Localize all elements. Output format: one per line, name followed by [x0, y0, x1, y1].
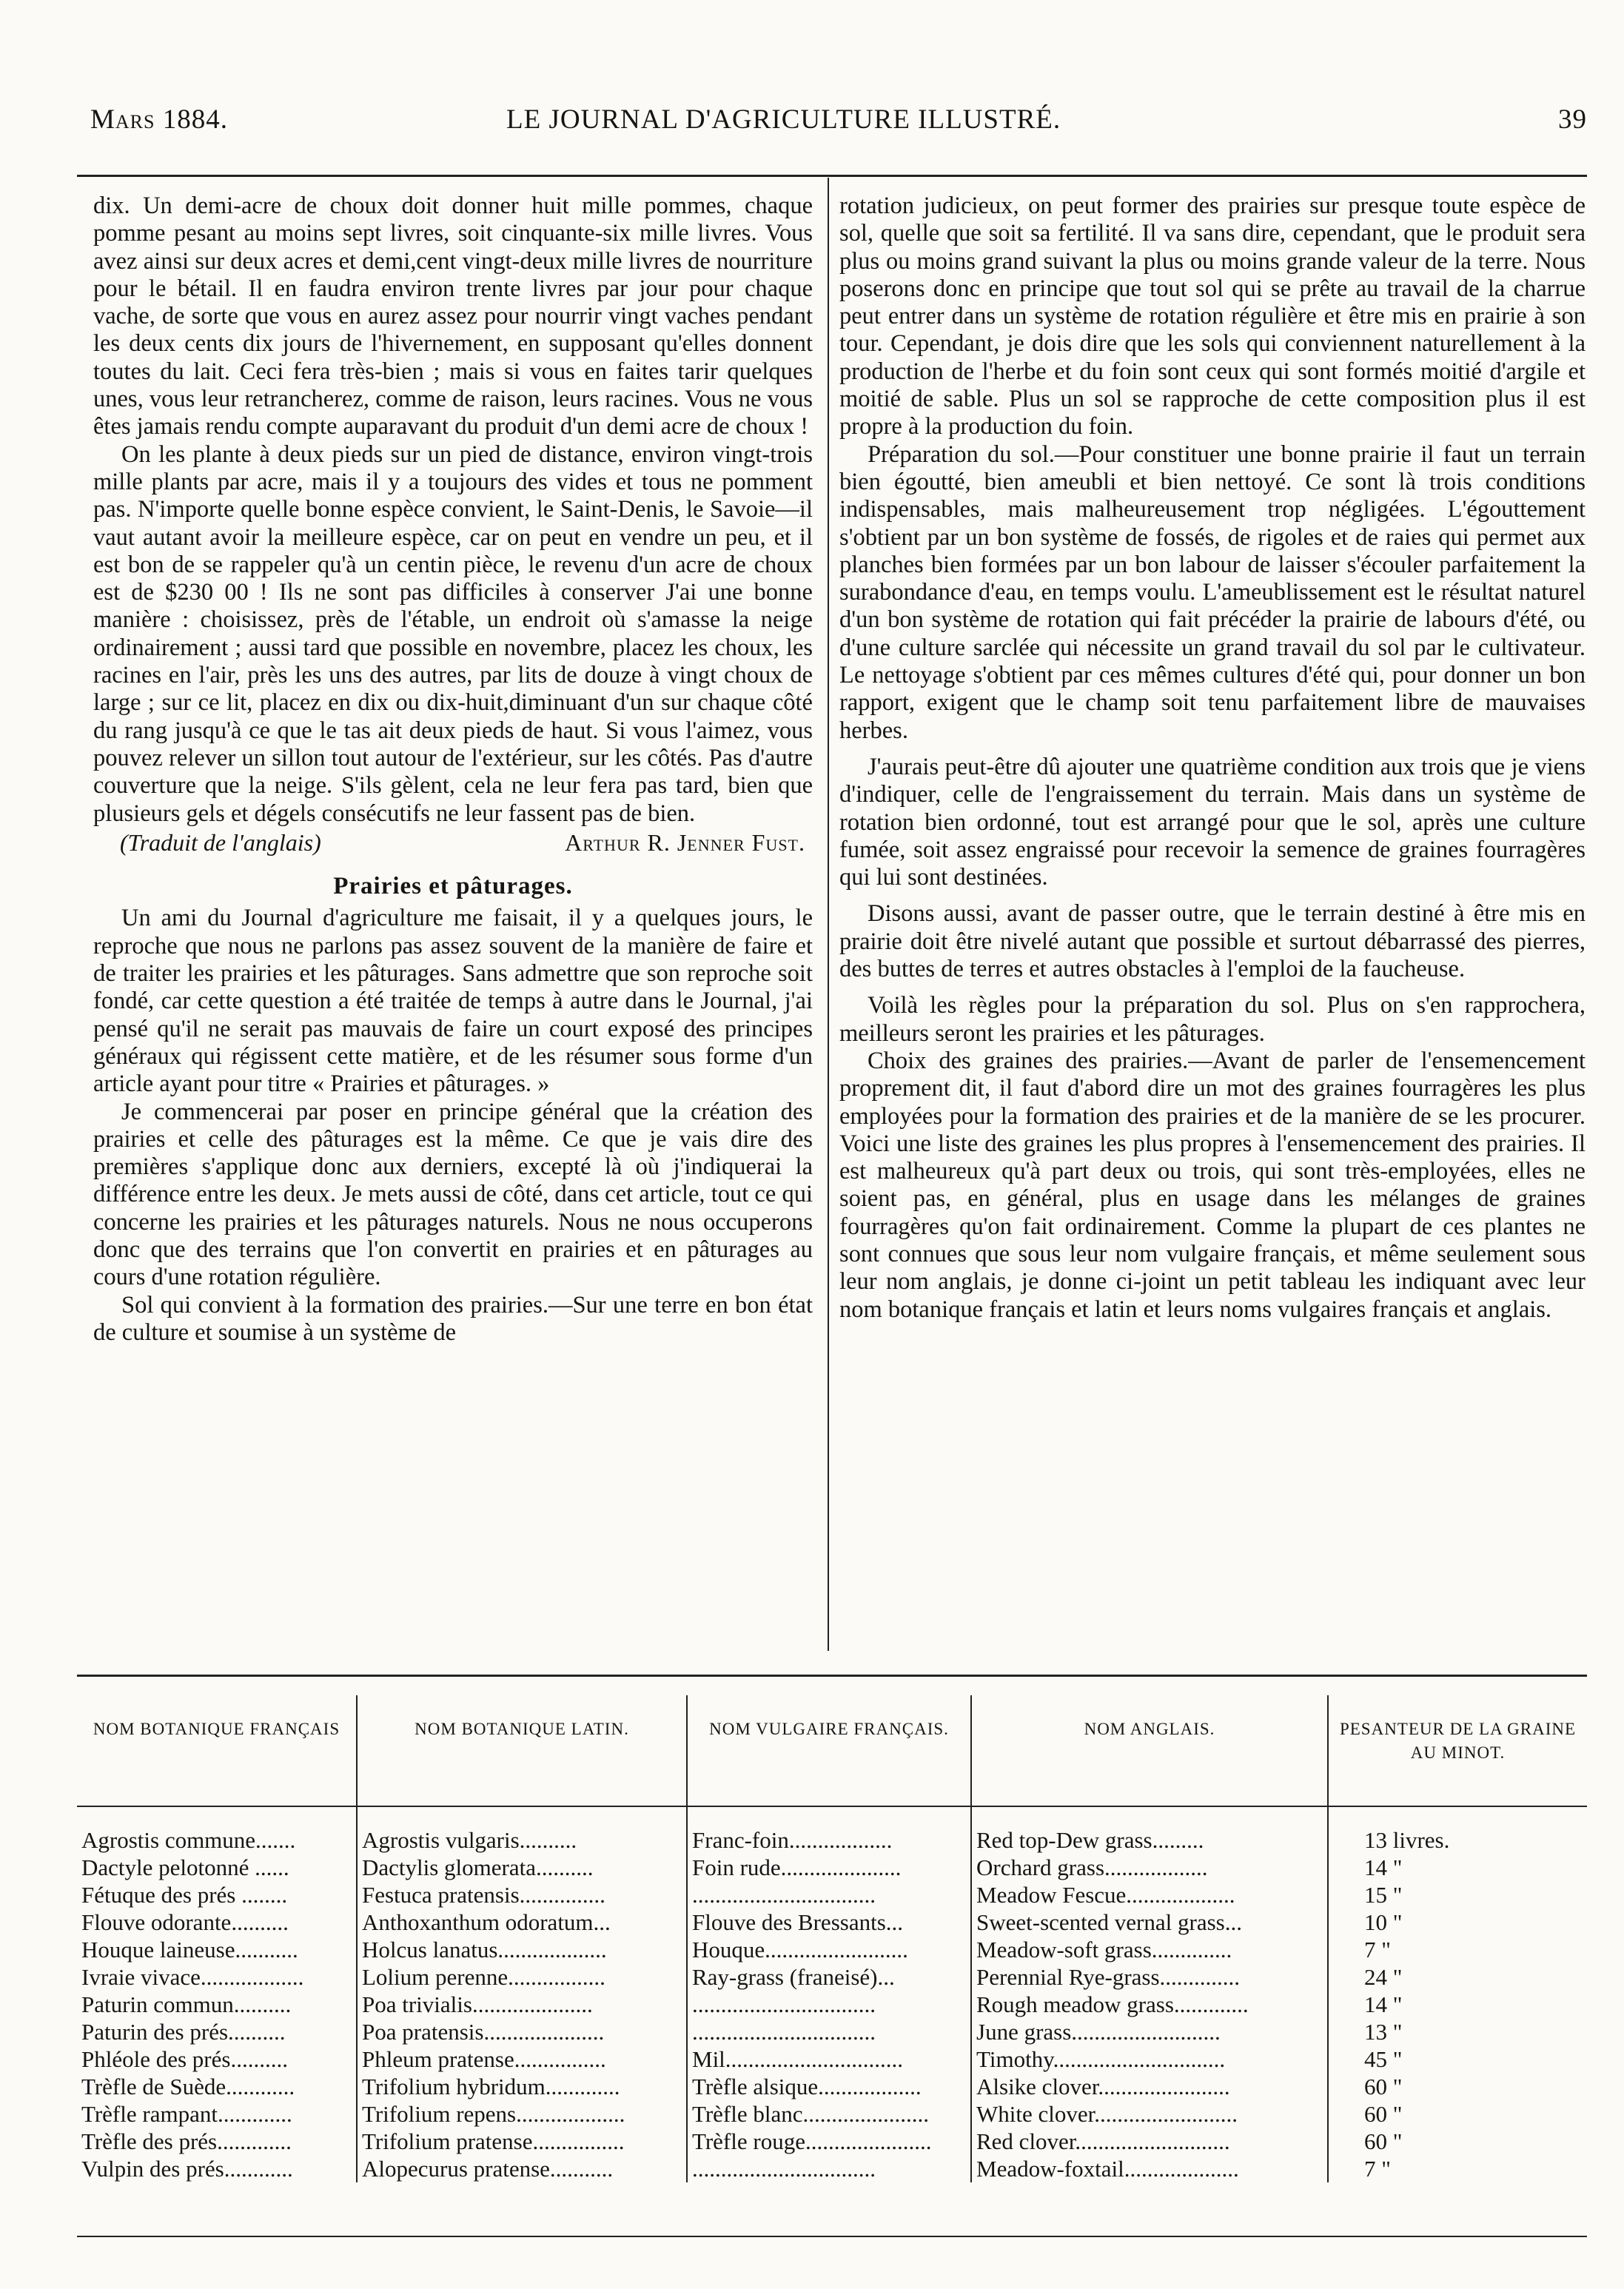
latin-name-cell: Agrostis vulgaris..........	[357, 1806, 687, 1854]
latin-name-cell: Phleum pratense................	[357, 2045, 687, 2073]
common-french-cell: Trèfle rouge......................	[687, 2128, 971, 2155]
table-top-rule	[77, 1675, 1587, 1677]
left-column	[93, 192, 813, 1347]
weight-cell: 60 "	[1328, 2100, 1587, 2128]
section-title: Prairies et pâturages.	[333, 873, 573, 900]
common-french-cell: Mil...............................	[687, 2045, 971, 2073]
french-name-cell: Dactyle pelotonné ......	[81, 1854, 289, 1880]
table-row	[77, 2128, 1587, 2155]
latin-name-cell: Poa trivialis.....................	[357, 1991, 687, 2018]
table-row	[77, 1963, 1587, 1991]
latin-name-cell: Trifolium hybridum.............	[357, 2073, 687, 2100]
table-bottom-rule	[77, 2236, 1587, 2237]
column-header: NOM BOTANIQUE FRANÇAIS	[77, 1695, 357, 1806]
translation-note: (Traduit de l'anglais)	[120, 828, 321, 856]
latin-name-cell: Lolium perenne.................	[357, 1963, 687, 1991]
weight-cell: 45 "	[1328, 2045, 1587, 2073]
english-name-cell: White clover.........................	[971, 2100, 1328, 2128]
weight-cell: 60 "	[1328, 2073, 1587, 2100]
column-header: PESANTEUR DE LA GRAINE AU MINOT.	[1328, 1695, 1587, 1806]
paragraph: Je commencerai par poser en principe général que la création des prairies et celle des pâturages est la même. Ce que je vais dire des premières s'applique donc aux derniers, excepté là où j'indiquerai la différence entre les deux. Je mets aussi de côté, dans cet article, tout ce qui concerne les prairies et les pâturages naturels. Nous ne nous occuperons donc que des terrains que l'on convertit en prairies et en pâturages au cours d'une rotation régulière.	[93, 1098, 813, 1291]
french-name-cell: Flouve odorante..........	[81, 1909, 289, 1935]
french-name-cell: Paturin des prés..........	[81, 2019, 286, 2045]
table-row	[77, 1991, 1587, 2018]
latin-name-cell: Trifolium pratense................	[357, 2128, 687, 2155]
weight-cell: 60 "	[1328, 2128, 1587, 2155]
english-name-cell: Meadow Fescue...................	[971, 1881, 1328, 1908]
issue-date: Mars 1884.	[90, 104, 228, 135]
weight-cell: 13 "	[1328, 2018, 1587, 2045]
common-french-cell: Ray-grass (franeisé)...	[687, 1963, 971, 1991]
english-name-cell: Alsike clover.......................	[971, 2073, 1328, 2100]
english-name-cell: Orchard grass..................	[971, 1854, 1328, 1881]
table-header-row	[77, 1695, 1587, 1806]
french-name-cell: Paturin commun..........	[81, 1991, 292, 2017]
paragraph: Un ami du Journal d'agriculture me faisait, il y a quelques jours, le reproche que nous ne parlons pas assez souvent de la manière de faire et de traiter les prairies et les pâturages. Sans admettre que son reproche soit fondé, car cette question a été traitée de temps à autre dans le Journal, j'ai pensé qu'il ne serait pas mauvais de faire un court exposé des principes généraux qui régissent cette matière, et de les résumer sous forme d'un article ayant pour titre « Prairies et pâturages. »	[93, 905, 813, 1098]
common-french-cell: ................................	[687, 1991, 971, 2018]
french-name-cell: Trèfle des prés.............	[81, 2128, 292, 2154]
paragraph: Choix des graines des prairies.—Avant de parler de l'ensemencement proprement dit, il faut d'abord dire un mot des graines fourragères les plus employées pour la formation des prairies et de la manière de se les procurer. Voici une liste des graines les plus propres à l'ensemencement des prairies. Il est malheureux qu'à part deux ou trois, qui sont très-employées, elles ne soient pas, en général, plus en usage dans les mélanges de graines fourragères qu'on fait ordinairement. Comme la plupart de ces plantes ne sont connues que sous leur nom vulgaire français, et même seulement sous leur nom anglais, je donne ci-joint un petit tableau les indiquant avec leur nom botanique français et latin et leurs noms vulgaires français et anglais.	[839, 1047, 1586, 1323]
common-french-cell: Franc-foin..................	[687, 1806, 971, 1854]
english-name-cell: Perennial Rye-grass..............	[971, 1963, 1328, 1991]
french-name-cell: Vulpin des prés............	[81, 2156, 293, 2182]
author-name: Arthur R. Jenner Fust.	[565, 828, 805, 856]
common-french-cell: ................................	[687, 2155, 971, 2182]
column-header: NOM BOTANIQUE LATIN.	[357, 1695, 687, 1806]
french-name-cell: Phléole des prés..........	[81, 2046, 288, 2072]
latin-name-cell: Trifolium repens...................	[357, 2100, 687, 2128]
common-french-cell: Houque.........................	[687, 1936, 971, 1963]
common-french-cell: Flouve des Bressants...	[687, 1908, 971, 1936]
page-header	[77, 104, 1587, 148]
weight-cell: 7 "	[1328, 1936, 1587, 1963]
paragraph: rotation judicieux, on peut former des prairies sur presque toute espèce de sol, quelle que soit sa fertilité. Il va sans dire, cependant, que le produit sera plus ou moins grand suivant la plus ou moins grande valeur de la terre. Nous poserons donc en principe que tout sol qui se prête au travail de la charrue peut entrer dans un système de rotation régulière et être mis en prairie à son tour. Cependant, je dois dire que les sols qui conviennent naturellement à la production de l'herbe et du foin sont ceux qui sont formés moitié d'argile et moitié de sable. Plus un sol se rapproche de cette composition plus il est propre à la production du foin.	[839, 192, 1586, 440]
english-name-cell: Meadow-foxtail....................	[971, 2155, 1328, 2182]
common-french-cell: Foin rude.....................	[687, 1854, 971, 1881]
table-row	[77, 2018, 1587, 2045]
french-name-cell: Ivraie vivace..................	[81, 1964, 304, 1990]
weight-cell: 13 livres.	[1328, 1806, 1587, 1854]
paragraph: Voilà les règles pour la préparation du sol. Plus on s'en rapprochera, meilleurs seront les prairies et les pâturages.	[839, 992, 1586, 1047]
latin-name-cell: Festuca pratensis...............	[357, 1881, 687, 1908]
table-row	[77, 1854, 1587, 1881]
paragraph: dix. Un demi-acre de choux doit donner huit mille pommes, chaque pomme pesant au moins sept livres, soit cinquante-six mille livres. Vous avez ainsi sur deux acres et demi,cent vingt-deux mille livres de nourriture pour le bétail. Il en faudra environ trente livres par jour pour chaque vache, de sorte que vous en aurez assez pour nourrir vingt vaches pendant les deux cents dix jours de l'hivernement, en supposant qu'elles donnent toutes du lait. Ceci fera très-bien ; mais si vous en faites tarir quelques unes, vous leur retrancherez, comme de raison, leurs racines. Vous ne vous êtes jamais rendu compte auparavant du produit d'un demi acre de choux !	[93, 192, 813, 440]
table-row	[77, 2073, 1587, 2100]
column-divider	[828, 178, 829, 1651]
english-name-cell: Red top-Dew grass.........	[971, 1806, 1328, 1854]
french-name-cell: Fétuque des prés ........	[81, 1882, 288, 1908]
english-name-cell: June grass..........................	[971, 2018, 1328, 2045]
common-french-cell: Trèfle alsique..................	[687, 2073, 971, 2100]
header-rule	[77, 175, 1587, 177]
latin-name-cell: Alopecurus pratense...........	[357, 2155, 687, 2182]
paragraph: J'aurais peut-être dû ajouter une quatrième condition aux trois que je viens d'indiquer, celle de l'engraissement du terrain. Mais dans un système de rotation bien ordonné, tout est arrangé pour que le sol, après une culture fumée, soit assez engraissé pour recevoir la semence de graines fourragères qui lui sont destinées.	[839, 753, 1586, 891]
weight-cell: 14 "	[1328, 1991, 1587, 2018]
french-name-cell: Trèfle de Suède............	[81, 2074, 295, 2099]
signature-line	[93, 829, 813, 857]
weight-cell: 14 "	[1328, 1854, 1587, 1881]
english-name-cell: Sweet-scented vernal grass...	[971, 1908, 1328, 1936]
right-column	[839, 192, 1586, 1324]
common-french-cell: ................................	[687, 2018, 971, 2045]
weight-cell: 24 "	[1328, 1963, 1587, 1991]
french-name-cell: Agrostis commune.......	[81, 1827, 296, 1853]
english-name-cell: Rough meadow grass.............	[971, 1991, 1328, 2018]
paragraph: On les plante à deux pieds sur un pied de distance, environ vingt-trois mille plants par acre, mais il y a toujours des vides et tous ne pomment pas. N'importe quelle bonne espèce convient, le Saint-Denis, le Savoie—il vaut autant avoir la meilleure espèce, car on peut en vendre un peu, et il est bon de se rappeler qu'à un centin pièce, le revenu d'un acre de choux est de $230 00 ! Ils ne sont pas difficiles à conserver J'ai une bonne manière : choisissez, près de l'étable, un endroit où s'amasse la neige ordinairement ; aussi tard que possible en novembre, placez les choux, les racines en l'air, près les uns des autres, par lits de douze à vingt choux de large ; sur ce lit, placez en dix ou dix-huit,diminuant d'un sur chaque côté du rang jusqu'à ce que le tas ait deux pieds de haut. Si vous l'aimez, vous pouvez relever un sillon tout autour de l'extérieur, sur les côtés. Pas d'autre couverture que la neige. S'ils gèlent, cela ne leur fera pas tard, bien que plusieurs gels et dégels consécutifs ne leur fassent pas de bien.	[93, 440, 813, 827]
french-name-cell: Trèfle rampant.............	[81, 2101, 292, 2127]
paragraph: Sol qui convient à la formation des prairies.—Sur une terre en bon état de culture et soumise à un système de	[93, 1291, 813, 1346]
common-french-cell: ................................	[687, 1881, 971, 1908]
table-row	[77, 1881, 1587, 1908]
journal-title: LE JOURNAL D'AGRICULTURE ILLUSTRÉ.	[506, 104, 1061, 135]
latin-name-cell: Dactylis glomerata..........	[357, 1854, 687, 1881]
english-name-cell: Timothy..............................	[971, 2045, 1328, 2073]
english-name-cell: Red clover...........................	[971, 2128, 1328, 2155]
weight-cell: 7 "	[1328, 2155, 1587, 2182]
column-header: NOM ANGLAIS.	[971, 1695, 1328, 1806]
table-row	[77, 1908, 1587, 1936]
weight-cell: 10 "	[1328, 1908, 1587, 1936]
table-row	[77, 1806, 1587, 1854]
grain-table	[77, 1695, 1587, 2182]
table-row	[77, 2100, 1587, 2128]
table-row	[77, 2155, 1587, 2182]
english-name-cell: Meadow-soft grass..............	[971, 1936, 1328, 1963]
paragraph: Préparation du sol.—Pour constituer une bonne prairie il faut un terrain bien égoutté, bien ameubli et bien nettoyé. Ce sont là trois conditions indispensables, mais malheureusement trop négligées. L'égouttement s'obtient par un bon système de fossés, de rigoles et de raies qui permet aux planches bien formées par un bon labour de laisser s'écouler parfaitement la surabondance d'eau, en temps voulu. L'ameublissement est le résultat naturel d'un bon système de rotation qui fait précéder la prairie de labours d'été, ou d'une culture sarclée qui nécessite un grand travail du sol par le cultivateur. Le nettoyage s'obtient par ces mêmes cultures d'été qui, pour donner un bon rapport, exigent que le champ soit tenu parfaitement libre de mauvaises herbes.	[839, 440, 1586, 744]
column-header: NOM VULGAIRE FRANÇAIS.	[687, 1695, 971, 1806]
french-name-cell: Houque laineuse...........	[81, 1937, 298, 1963]
weight-cell: 15 "	[1328, 1881, 1587, 1908]
paragraph: Disons aussi, avant de passer outre, que le terrain destiné à être mis en prairie doit être nivelé autant que possible et surtout débarrassé des pierres, des buttes de terres et autres obstacles à l'emploi de la faucheuse.	[839, 900, 1586, 983]
latin-name-cell: Anthoxanthum odoratum...	[357, 1908, 687, 1936]
table-row	[77, 2045, 1587, 2073]
page-number: 39	[1558, 104, 1587, 135]
latin-name-cell: Holcus lanatus...................	[357, 1936, 687, 1963]
latin-name-cell: Poa pratensis.....................	[357, 2018, 687, 2045]
common-french-cell: Trèfle blanc......................	[687, 2100, 971, 2128]
table-row	[77, 1936, 1587, 1963]
